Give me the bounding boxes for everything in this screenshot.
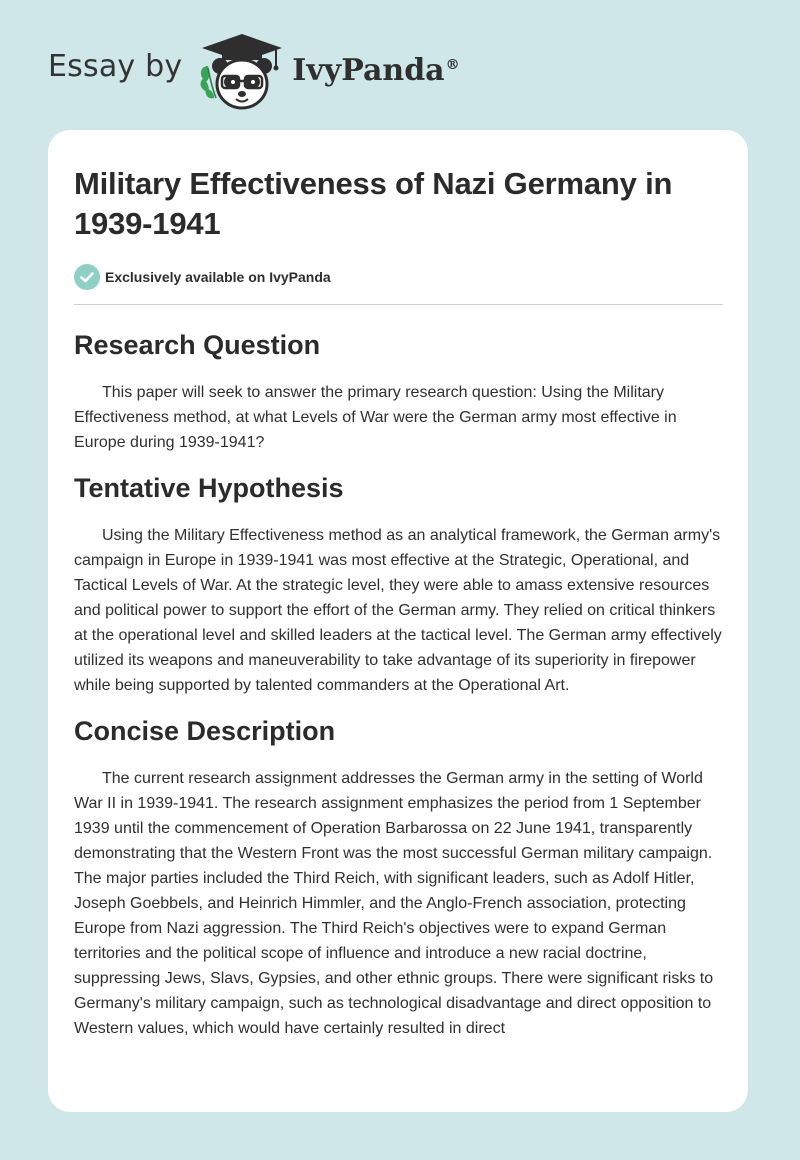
brand-name-text: IvyPanda <box>292 52 445 88</box>
brand-header <box>48 32 460 112</box>
registered-mark: ® <box>445 56 460 73</box>
section-body: The current research assignment addresses the German army in the setting of World War II in 1939-1941. The research assignment emphasizes the period from 1 September 1939 until the commencement of Operation Barbarossa on 22 June 1941, transparently demonstrating that the Western Front was the most successful German military campaign. The major parties included the Third Reich, with significant leaders, such as Adolf Hitler, Joseph Goebbels, and Heinrich Himmler, and the Anglo-French association, protecting Europe from Nazi aggression. The Third Reich's objectives were to expand German territories and the political scope of influence and introduce a new racial doctrine, suppressing Jews, Slavs, Gypsies, and other ethnic groups. There were significant risks to Germany's military campaign, such as technological disadvantage and direct opposition to Western values, which would have certainly resulted in direct <box>74 770 714 1037</box>
exclusive-text: Exclusively available on IvyPanda <box>105 269 331 285</box>
section-heading: Research Question <box>74 330 321 360</box>
brand-name[interactable] <box>292 53 459 88</box>
divider <box>74 304 723 305</box>
section-tentative-hypothesis <box>74 471 724 698</box>
exclusive-badge <box>74 264 724 290</box>
section-heading: Tentative Hypothesis <box>74 473 344 503</box>
section-research-question <box>74 328 724 455</box>
essay-card <box>48 130 748 1112</box>
page-title: Military Effectiveness of Nazi Germany in 1939-1941 <box>74 166 673 241</box>
essay-content <box>74 164 724 1041</box>
brand-prefix: Essay by <box>48 48 183 84</box>
section-concise-description <box>74 714 724 1041</box>
section-heading: Concise Description <box>74 716 336 746</box>
panda-logo-icon[interactable] <box>196 32 288 112</box>
section-body: This paper will seek to answer the primary research question: Using the Military Effectiveness method, at what Levels of War were the German army most effective in Europe during 1939-1941? <box>74 384 677 451</box>
check-circle-icon <box>74 264 100 290</box>
section-body: Using the Military Effectiveness method as an analytical framework, the German army's campaign in Europe in 1939-1941 was most effective at the Strategic, Operational, and Tactical Levels of War. At the strategic level, they were able to amass extensive resources and political power to support the effort of the German army. They relied on critical thinkers at the operational level and skilled leaders at the tactical level. The German army effectively utilized its weapons and maneuverability to take advantage of its superiority in firepower while being supported by talented commanders at the Operational Art. <box>74 527 722 694</box>
